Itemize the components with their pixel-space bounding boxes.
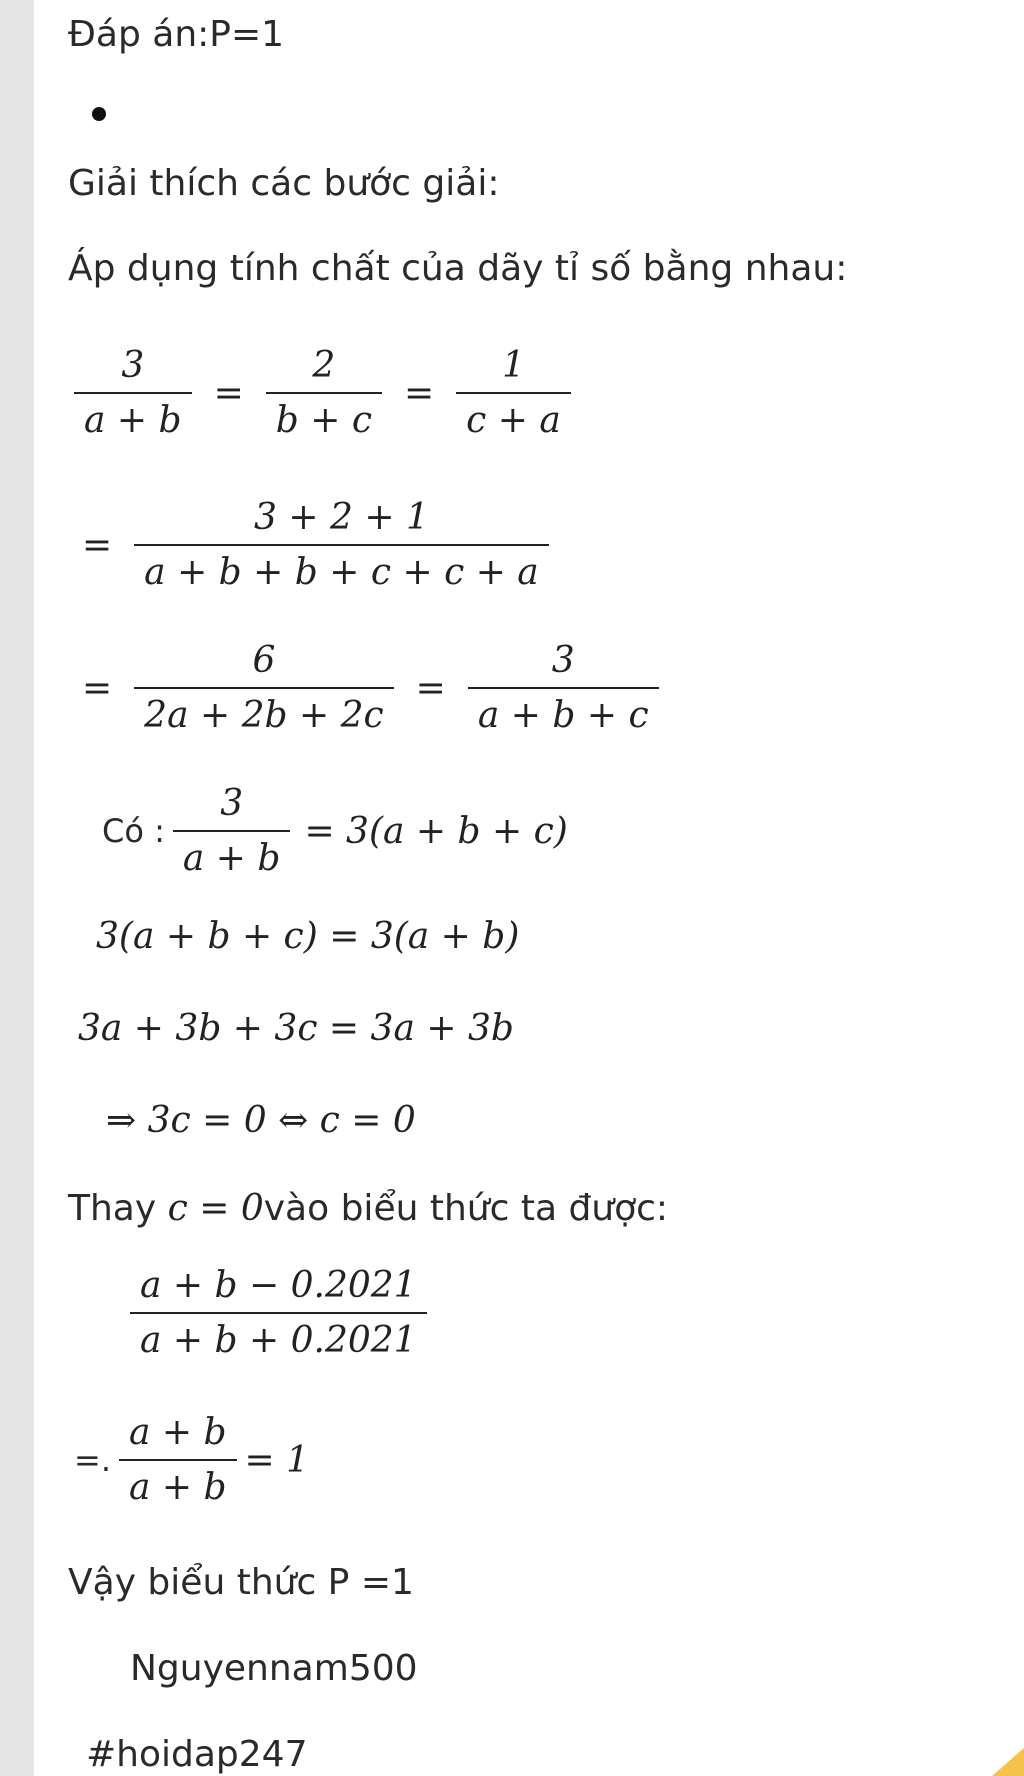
equals-sign: = bbox=[82, 667, 113, 709]
equals-sign: = bbox=[415, 667, 446, 709]
equation-ratios bbox=[66, 345, 579, 441]
equation-substituted bbox=[122, 1265, 435, 1361]
co-label: Có : bbox=[102, 812, 165, 850]
equals-sign: = bbox=[404, 372, 435, 414]
fraction: $\frac{1}{c + a}$ bbox=[456, 345, 571, 441]
apply-text: Áp dụng tính chất của dãy tỉ số bằng nhau: bbox=[68, 248, 848, 289]
equation-line-5: 3(a + b + c) = 3(a + b) bbox=[96, 916, 520, 957]
answer-line: Đáp án:P=1 bbox=[68, 14, 285, 55]
fraction: $\frac{3}{a + b}$ bbox=[74, 345, 192, 441]
fraction: $\frac{3}{a + b}$ bbox=[173, 783, 291, 879]
left-margin-bar bbox=[0, 0, 34, 1776]
conclusion: Vậy biểu thức P =1 bbox=[68, 1562, 414, 1603]
fraction: $\frac{a + b - 0.2021}{a + b + 0.2021}$ bbox=[130, 1265, 427, 1361]
equation-sum bbox=[82, 497, 557, 593]
equation-rhs: = 3(a + b + c) bbox=[304, 810, 568, 852]
fraction: $\frac{3}{a + b + c}$ bbox=[468, 640, 659, 736]
bullet-point bbox=[92, 107, 106, 121]
equals-sign: = bbox=[213, 372, 244, 414]
explain-heading: Giải thích các bước giải: bbox=[68, 163, 500, 204]
equation-result bbox=[74, 1412, 309, 1508]
fraction: $\frac{2}{b + c}$ bbox=[266, 345, 382, 441]
equation-line-7: ⇒ 3c = 0 ⇔ c = 0 bbox=[106, 1100, 416, 1141]
fraction: $\frac{a + b}{a + b}$ bbox=[119, 1412, 237, 1508]
equals-sign: = bbox=[82, 524, 113, 566]
substitute-line: Thay c = 0vào biểu thức ta được: bbox=[68, 1188, 669, 1229]
author-name: Nguyennam500 bbox=[130, 1648, 418, 1689]
equation-co bbox=[102, 783, 568, 879]
equation-simplified bbox=[82, 640, 667, 736]
corner-accent bbox=[992, 1748, 1024, 1776]
equals-prefix: =. bbox=[74, 1441, 111, 1479]
fraction: $\frac{3 + 2 + 1}{a + b + b + c + c + a}$ bbox=[134, 497, 549, 593]
equation-rhs: = 1 bbox=[244, 1439, 310, 1481]
hashtag: #hoidap247 bbox=[86, 1734, 308, 1775]
equation-line-6: 3a + 3b + 3c = 3a + 3b bbox=[78, 1008, 514, 1049]
fraction: $\frac{6}{2a + 2b + 2c}$ bbox=[134, 640, 393, 736]
